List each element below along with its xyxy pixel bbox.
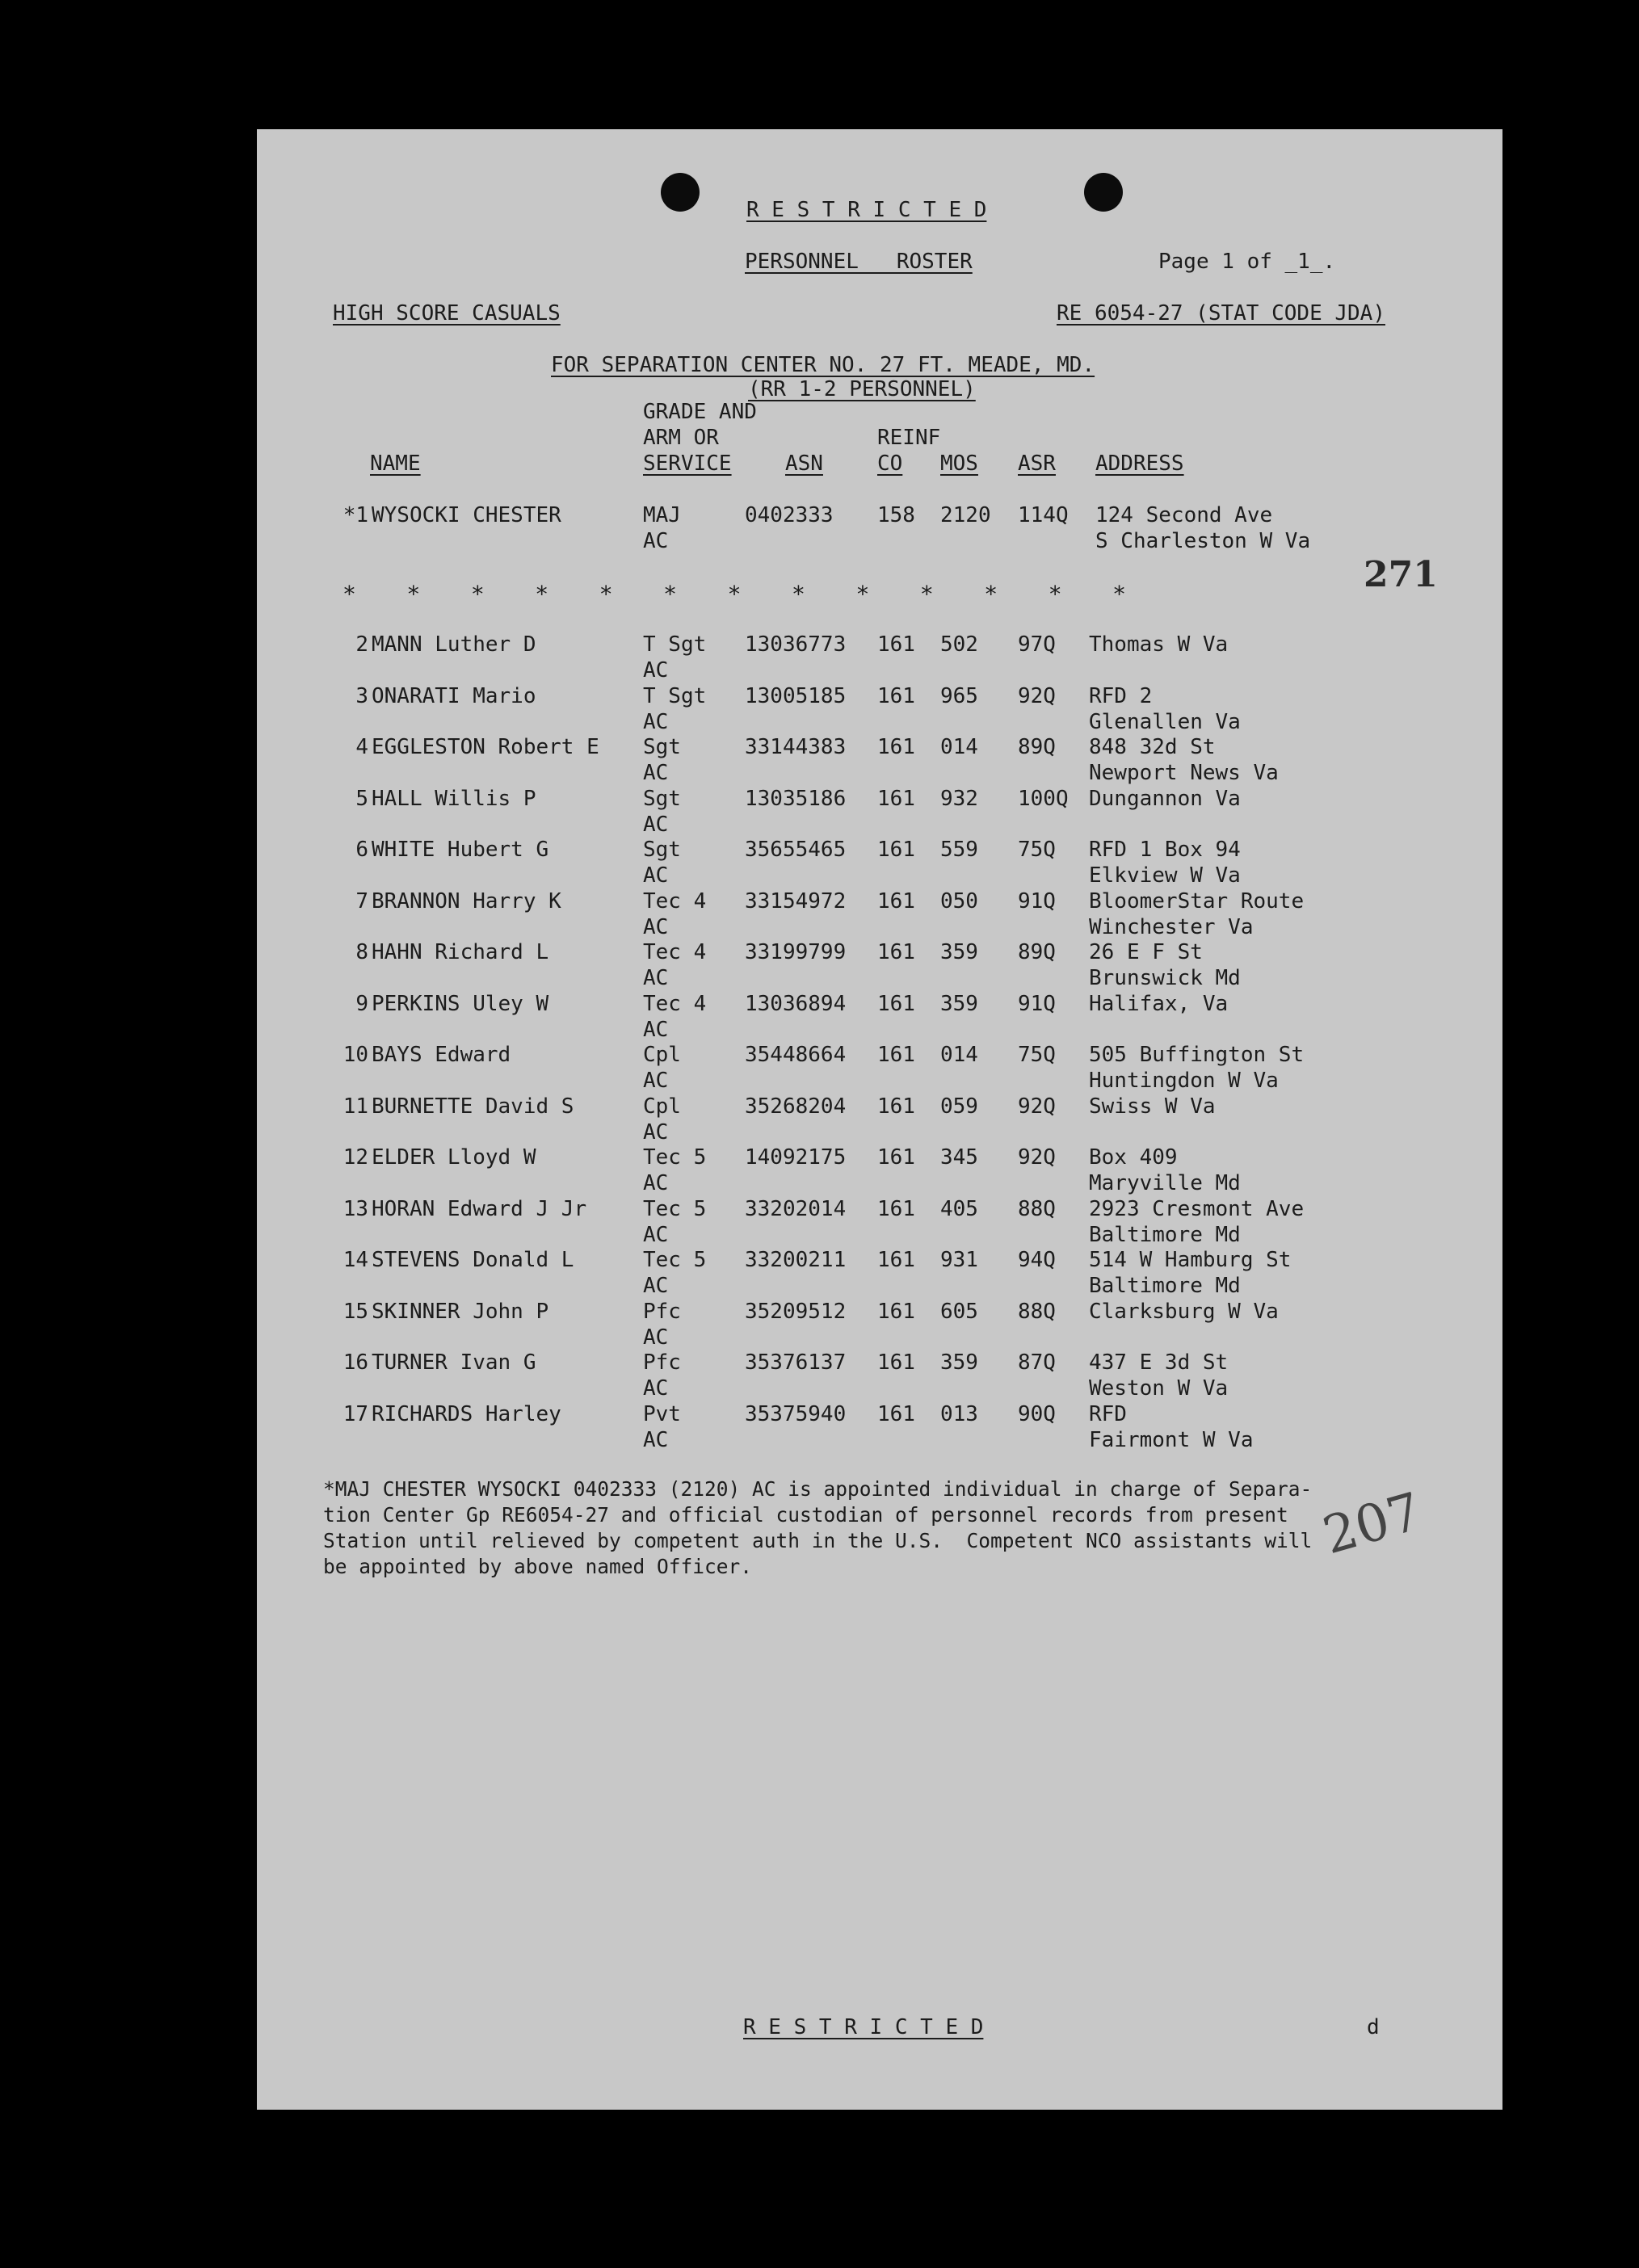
- row-asr: 100Q: [1018, 786, 1069, 811]
- row-name: BAYS Edward: [372, 1043, 511, 1067]
- row-asr: 90Q: [1018, 1401, 1056, 1426]
- row-co: 161: [877, 786, 915, 811]
- row-address-line2: Baltimore Md: [1089, 1274, 1241, 1298]
- separator-stars: * * * * * * * * * * * * *: [343, 581, 1129, 607]
- row-address-line1: Clarksburg W Va: [1089, 1299, 1279, 1324]
- row-address-line1: 2923 Cresmont Ave: [1089, 1196, 1305, 1221]
- row-asn: 13036894: [745, 991, 847, 1016]
- row-number: 15: [343, 1299, 368, 1324]
- row-name: MANN Luther D: [372, 632, 536, 657]
- officer-number: *1: [343, 503, 368, 527]
- row-address-line2: Huntingdon W Va: [1089, 1069, 1279, 1093]
- row-asn: 35376137: [745, 1350, 847, 1375]
- row-co: 161: [877, 1196, 915, 1221]
- row-name: SKINNER John P: [372, 1299, 549, 1324]
- col-grade-line3: SERVICE: [643, 452, 732, 476]
- row-mos: 931: [940, 1248, 978, 1272]
- officer-co: 158: [877, 503, 915, 527]
- row-number: 9: [355, 991, 368, 1016]
- row-asr: 87Q: [1018, 1350, 1056, 1375]
- row-grade: T Sgt: [643, 632, 707, 657]
- row-mos: 559: [940, 838, 978, 862]
- row-number: 4: [355, 735, 368, 759]
- row-co: 161: [877, 940, 915, 964]
- row-name: BRANNON Harry K: [372, 888, 561, 914]
- row-asn: 35375940: [745, 1401, 847, 1426]
- row-name: HALL Willis P: [372, 786, 536, 811]
- col-asn: ASN: [785, 452, 823, 476]
- row-co: 161: [877, 1248, 915, 1272]
- row-address-line1: RFD: [1089, 1401, 1127, 1426]
- row-address-line1: 514 W Hamburg St: [1089, 1248, 1292, 1272]
- row-grade: Sgt: [643, 838, 681, 862]
- row-address-line2: Weston W Va: [1089, 1376, 1229, 1401]
- row-mos: 014: [940, 735, 978, 759]
- row-grade: Tec 4: [643, 991, 707, 1016]
- row-co: 161: [877, 1350, 915, 1375]
- row-number: 13: [343, 1196, 368, 1221]
- row-address-line1: Thomas W Va: [1089, 632, 1229, 657]
- col-asr: ASR: [1018, 452, 1056, 476]
- row-name: HORAN Edward J Jr: [372, 1196, 587, 1221]
- row-number: 12: [343, 1145, 368, 1170]
- row-address-line1: Swiss W Va: [1089, 1094, 1216, 1119]
- row-arm: AC: [643, 761, 669, 785]
- row-number: 11: [343, 1094, 368, 1119]
- punch-hole-left: [661, 173, 700, 212]
- row-asn: 33154972: [745, 888, 847, 914]
- row-mos: 014: [940, 1043, 978, 1067]
- row-co: 161: [877, 1094, 915, 1119]
- row-asn: 35448664: [745, 1043, 847, 1067]
- row-arm: AC: [643, 1171, 669, 1195]
- row-asr: 92Q: [1018, 1094, 1056, 1119]
- row-co: 161: [877, 632, 915, 657]
- row-address-line2: Brunswick Md: [1089, 966, 1241, 990]
- row-number: 7: [355, 888, 368, 914]
- row-address-line1: 848 32d St: [1089, 735, 1216, 759]
- row-mos: 359: [940, 940, 978, 964]
- row-asn: 35655465: [745, 838, 847, 862]
- row-grade: Tec 5: [643, 1248, 707, 1272]
- row-name: EGGLESTON Robert E: [372, 735, 599, 759]
- punch-hole-right: [1084, 173, 1123, 212]
- row-name: ELDER Lloyd W: [372, 1145, 536, 1170]
- row-mos: 932: [940, 786, 978, 811]
- row-number: 10: [343, 1043, 368, 1067]
- restricted-bottom: R E S T R I C T E D: [743, 2015, 984, 2039]
- row-asr: 92Q: [1018, 683, 1056, 708]
- footnote-line: *MAJ CHESTER WYSOCKI 0402333 (2120) AC is appointed individual in charge of Separa-: [323, 1477, 1313, 1501]
- officer-name: WYSOCKI CHESTER: [372, 503, 561, 527]
- row-arm: AC: [643, 1325, 669, 1350]
- footnote-line: be appointed by above named Officer.: [323, 1555, 753, 1578]
- separation-center: FOR SEPARATION CENTER NO. 27 FT. MEADE, MD.: [551, 353, 1095, 377]
- row-mos: 359: [940, 1350, 978, 1375]
- row-mos: 405: [940, 1196, 978, 1221]
- row-asn: 35209512: [745, 1299, 847, 1324]
- row-number: 17: [343, 1401, 368, 1426]
- row-arm: AC: [643, 1222, 669, 1247]
- row-name: RICHARDS Harley: [372, 1401, 561, 1426]
- row-address-line1: Halifax, Va: [1089, 991, 1229, 1016]
- row-address-line1: BloomerStar Route: [1089, 888, 1305, 914]
- col-grade-line1: GRADE AND: [643, 400, 757, 424]
- row-address-line1: Box 409: [1089, 1145, 1178, 1170]
- row-asn: 13036773: [745, 632, 847, 657]
- row-mos: 965: [940, 683, 978, 708]
- row-co: 161: [877, 888, 915, 914]
- row-name: STEVENS Donald L: [372, 1248, 574, 1272]
- row-grade: Pfc: [643, 1299, 681, 1324]
- row-asr: 91Q: [1018, 888, 1056, 914]
- row-number: 16: [343, 1350, 368, 1375]
- row-grade: Tec 4: [643, 888, 707, 914]
- row-grade: Pvt: [643, 1401, 681, 1426]
- row-asn: 14092175: [745, 1145, 847, 1170]
- row-name: WHITE Hubert G: [372, 838, 549, 862]
- officer-address-line2: S Charleston W Va: [1095, 529, 1311, 553]
- row-number: 6: [355, 838, 368, 862]
- row-asn: 13005185: [745, 683, 847, 708]
- row-mos: 345: [940, 1145, 978, 1170]
- row-asr: 75Q: [1018, 838, 1056, 862]
- row-name: PERKINS Uley W: [372, 991, 549, 1016]
- row-address-line1: 26 E F St: [1089, 940, 1203, 964]
- officer-mos: 2120: [940, 503, 991, 527]
- row-address-line2: Glenallen Va: [1089, 709, 1241, 734]
- row-grade: T Sgt: [643, 683, 707, 708]
- row-asn: 33202014: [745, 1196, 847, 1221]
- corner-mark: d: [1367, 2015, 1380, 2039]
- row-asr: 88Q: [1018, 1196, 1056, 1221]
- document-page: [257, 129, 1502, 2110]
- row-asr: 89Q: [1018, 735, 1056, 759]
- row-arm: AC: [643, 1017, 669, 1042]
- row-grade: Sgt: [643, 735, 681, 759]
- page-label: Page 1 of _1_.: [1158, 250, 1336, 274]
- row-mos: 050: [940, 888, 978, 914]
- col-grade-line2: ARM OR: [643, 426, 719, 450]
- row-address-line2: Elkview W Va: [1089, 863, 1241, 888]
- row-grade: Pfc: [643, 1350, 681, 1375]
- row-address-line1: Dungannon Va: [1089, 786, 1241, 811]
- reference-code: RE 6054-27 (STAT CODE JDA): [1057, 301, 1385, 326]
- row-address-line1: RFD 1 Box 94: [1089, 838, 1241, 862]
- col-co: CO: [877, 452, 903, 476]
- row-arm: AC: [643, 1119, 669, 1144]
- row-name: ONARATI Mario: [372, 683, 536, 708]
- officer-asn: 0402333: [745, 503, 834, 527]
- row-co: 161: [877, 735, 915, 759]
- row-address-line2: Maryville Md: [1089, 1171, 1241, 1195]
- row-asn: 33144383: [745, 735, 847, 759]
- row-asr: 89Q: [1018, 940, 1056, 964]
- row-number: 8: [355, 940, 368, 964]
- row-number: 5: [355, 786, 368, 811]
- row-co: 161: [877, 683, 915, 708]
- row-mos: 059: [940, 1094, 978, 1119]
- row-grade: Tec 5: [643, 1145, 707, 1170]
- row-arm: AC: [643, 863, 669, 888]
- row-name: TURNER Ivan G: [372, 1350, 536, 1375]
- row-address-line2: Winchester Va: [1089, 914, 1254, 939]
- row-arm: AC: [643, 914, 669, 939]
- row-address-line2: Baltimore Md: [1089, 1222, 1241, 1247]
- row-mos: 013: [940, 1401, 978, 1426]
- row-asn: 33199799: [745, 940, 847, 964]
- row-arm: AC: [643, 1427, 669, 1452]
- row-arm: AC: [643, 812, 669, 837]
- row-mos: 605: [940, 1299, 978, 1324]
- row-number: 2: [355, 632, 368, 657]
- footnote-line: tion Center Gp RE6054-27 and official custodian of personnel records from present: [323, 1503, 1288, 1527]
- row-asn: 33200211: [745, 1248, 847, 1272]
- row-arm: AC: [643, 966, 669, 990]
- row-co: 161: [877, 991, 915, 1016]
- group-title: HIGH SCORE CASUALS: [333, 301, 561, 326]
- officer-grade: MAJ: [643, 503, 681, 527]
- row-name: BURNETTE David S: [372, 1094, 574, 1119]
- row-asr: 91Q: [1018, 991, 1056, 1016]
- handwritten-207: 207: [1317, 1481, 1428, 1567]
- row-address-line1: 505 Buffington St: [1089, 1043, 1305, 1067]
- row-co: 161: [877, 1043, 915, 1067]
- row-asn: 13035186: [745, 786, 847, 811]
- officer-arm: AC: [643, 529, 669, 553]
- row-co: 161: [877, 1401, 915, 1426]
- row-asr: 94Q: [1018, 1248, 1056, 1272]
- row-number: 3: [355, 683, 368, 708]
- officer-asr: 114Q: [1018, 503, 1069, 527]
- row-arm: AC: [643, 1376, 669, 1401]
- row-address-line2: Newport News Va: [1089, 761, 1279, 785]
- row-mos: 359: [940, 991, 978, 1016]
- row-asr: 88Q: [1018, 1299, 1056, 1324]
- row-grade: Tec 5: [643, 1196, 707, 1221]
- row-address-line1: RFD 2: [1089, 683, 1153, 708]
- row-asr: 92Q: [1018, 1145, 1056, 1170]
- footnote-line: Station until relieved by competent auth in the U.S. Competent NCO assistants will: [323, 1529, 1313, 1552]
- row-arm: AC: [643, 1274, 669, 1298]
- row-asn: 35268204: [745, 1094, 847, 1119]
- row-mos: 502: [940, 632, 978, 657]
- row-asr: 75Q: [1018, 1043, 1056, 1067]
- roster-title: PERSONNEL _ ROSTER: [745, 250, 973, 274]
- row-co: 161: [877, 838, 915, 862]
- row-name: HAHN Richard L: [372, 940, 549, 964]
- row-number: 14: [343, 1248, 368, 1272]
- row-address-line2: Fairmont W Va: [1089, 1427, 1254, 1452]
- row-arm: AC: [643, 1069, 669, 1093]
- handwritten-271: 271: [1364, 554, 1438, 595]
- officer-address-line1: 124 Second Ave: [1095, 503, 1273, 527]
- col-mos: MOS: [940, 452, 978, 476]
- col-address: ADDRESS: [1095, 452, 1184, 476]
- row-grade: Sgt: [643, 786, 681, 811]
- row-asr: 97Q: [1018, 632, 1056, 657]
- row-address-line1: 437 E 3d St: [1089, 1350, 1229, 1375]
- row-arm: AC: [643, 658, 669, 682]
- row-arm: AC: [643, 709, 669, 734]
- row-grade: Tec 4: [643, 940, 707, 964]
- restricted-top: R E S T R I C T E D: [746, 198, 987, 222]
- row-co: 161: [877, 1145, 915, 1170]
- row-co: 161: [877, 1299, 915, 1324]
- col-name: NAME: [370, 452, 421, 476]
- col-reinf: REINF: [877, 426, 941, 450]
- personnel-line: (RR 1-2 PERSONNEL): [748, 377, 976, 401]
- row-grade: Cpl: [643, 1043, 681, 1067]
- row-grade: Cpl: [643, 1094, 681, 1119]
